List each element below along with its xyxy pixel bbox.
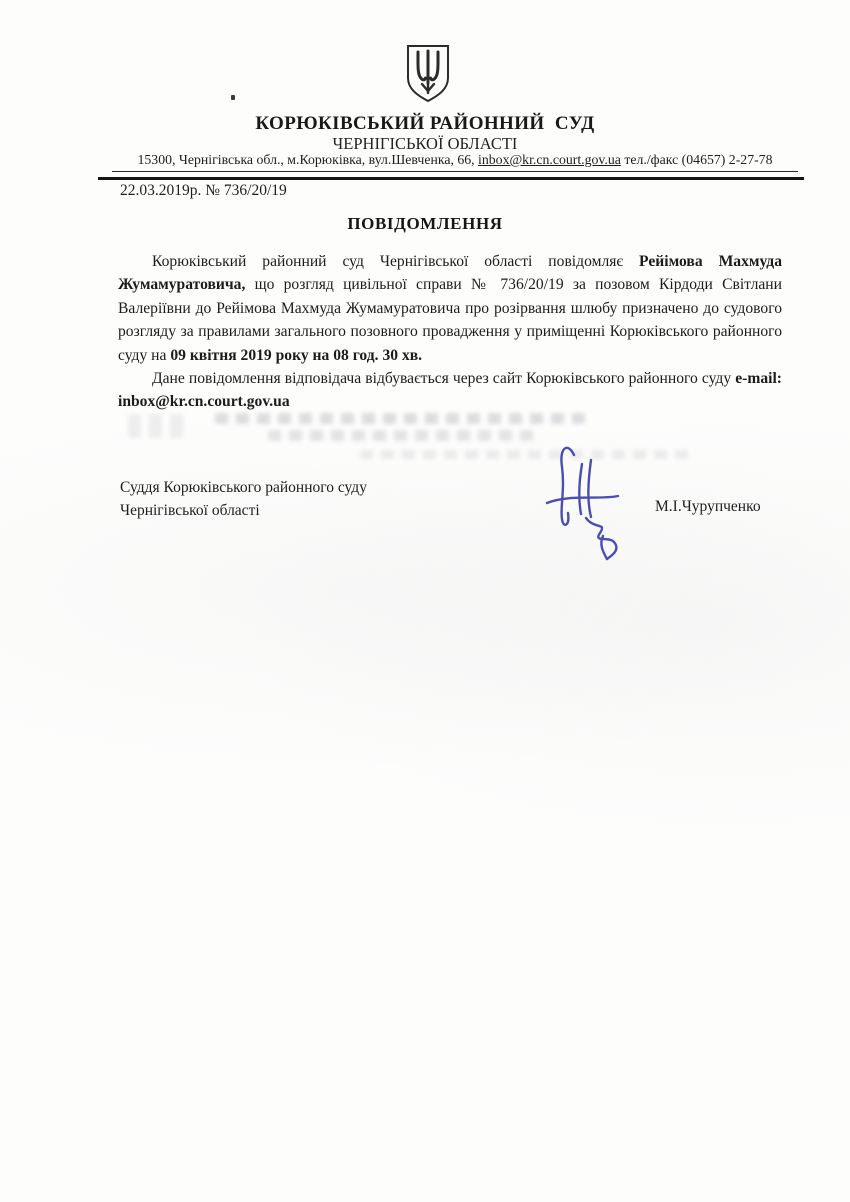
bleedthrough-smudge: [360, 450, 690, 459]
p1-respondent-name: Рейімова Махмуда Жумамуратовича,: [118, 253, 782, 294]
notice-paragraph-1: [118, 250, 782, 367]
p1-hearing-datetime: 09 квітня 2019 року на 08 год. 30 хв.: [170, 346, 423, 364]
p2-court-email: e-mail: inbox@kr.cn.court.gov.ua: [118, 370, 782, 411]
notice-paragraph-2: [118, 367, 782, 414]
date-and-reference-number: 22.03.2019р. № 736/20/19: [120, 182, 287, 199]
court-name-heading: КОРЮКІВСЬКИЙ РАЙОННИЙ СУД: [255, 113, 595, 134]
notice-body: [118, 250, 782, 414]
ukraine-trident-icon: [403, 43, 453, 103]
p1-text: Корюківський районний суд Чернігівської області повідомляє: [152, 253, 640, 270]
court-email: inbox@kr.cn.court.gov.ua: [478, 152, 621, 167]
bleedthrough-smudge: [128, 414, 190, 438]
court-region-heading: ЧЕРНІГІСЬКОЇ ОБЛАСТІ: [332, 134, 518, 153]
letterhead-divider: [98, 174, 804, 180]
p1-text-cont: що розгляд цивільної справи № 736/20/19 за позовом Кірдоди Світлани Валеріївни до Рейімова Махмуда Жумамуратовича про розірвання шлюбу призначено до судового розгляду за правилами загального позовного провадження у приміщенні Корюківського районного суду на: [118, 276, 782, 364]
court-address: 15300, Чернігівська обл., м.Корюківка, вул.Шевченка, 66,: [137, 152, 479, 167]
scan-speck: [231, 95, 235, 100]
handwritten-signature-icon: [541, 440, 639, 562]
judge-name: М.І.Чурупченко: [655, 498, 761, 515]
bleedthrough-smudge: [215, 413, 585, 424]
bleedthrough-smudge: [268, 430, 538, 441]
notice-title: ПОВІДОМЛЕННЯ: [347, 214, 503, 233]
judge-role-label: [120, 476, 367, 522]
judge-role-line2: Чернігівської області: [120, 502, 260, 519]
court-contact-line: [112, 152, 798, 172]
court-phone: тел./факс (04657) 2-27-78: [620, 152, 773, 167]
p2-text: Дане повідомлення відповідача відбувається через сайт Корюківського районного суду: [152, 370, 736, 388]
judge-role-line1: Суддя Корюківського районного суду: [120, 479, 367, 496]
